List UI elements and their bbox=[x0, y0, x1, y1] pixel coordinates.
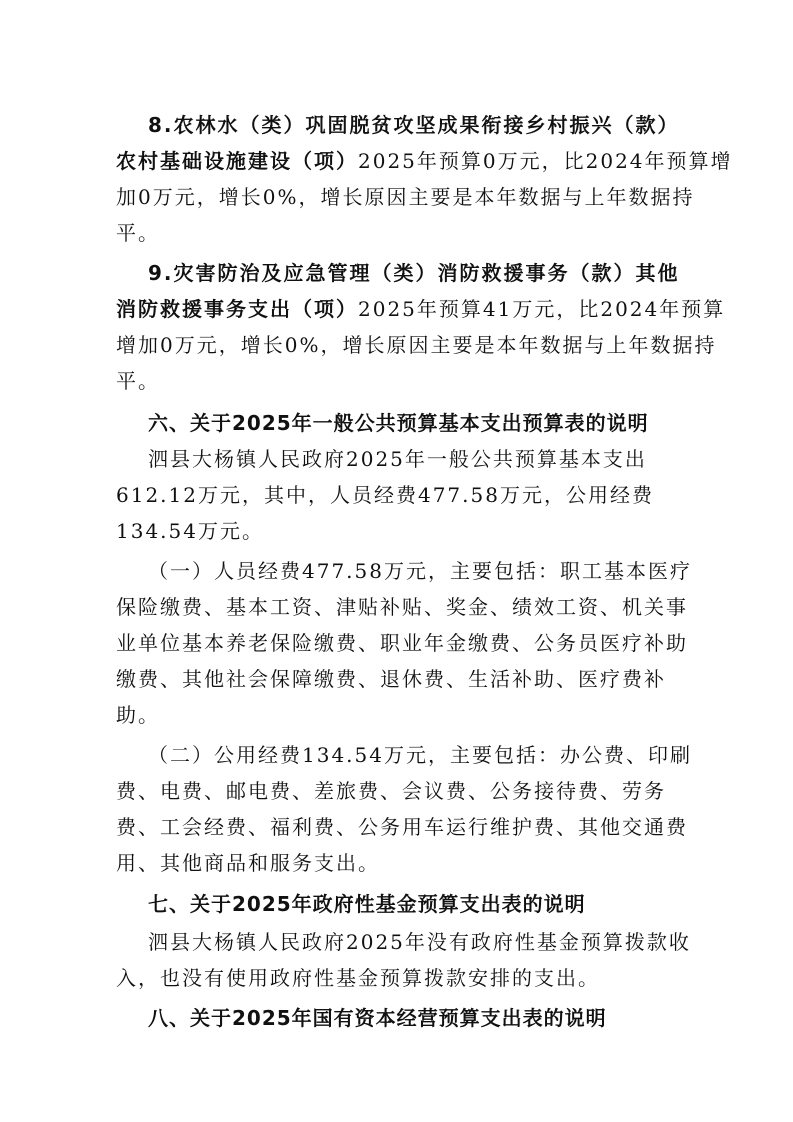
section8-heading: 八、关于2025年国有资本经营预算支出表的说明 bbox=[148, 1006, 607, 1030]
item9-line1: 9.灾害防治及应急管理（类）消防救援事务（款）其他 bbox=[148, 261, 680, 285]
item9-line3: 增加0万元，增长0%，增长原因主要是本年数据与上年数据持 bbox=[116, 333, 717, 357]
section6-p1-line1: 泗县大杨镇人民政府2025年一般公共预算基本支出 bbox=[148, 447, 647, 471]
section7-p1-line1: 泗县大杨镇人民政府2025年没有政府性基金预算拨款收 bbox=[148, 930, 691, 954]
section6-p3-line3: 费、工会经费、福利费、公务用车运行维护费、其他交通费 bbox=[116, 815, 688, 839]
item9-line2 bbox=[116, 291, 725, 327]
section6-heading: 六、关于2025年一般公共预算基本支出预算表的说明 bbox=[148, 411, 649, 435]
item8-line3: 加0万元，增长0%，增长原因主要是本年数据与上年数据持 bbox=[116, 185, 695, 209]
section6-p2-line4: 缴费、其他社会保障缴费、退休费、生活补助、医疗费补 bbox=[116, 667, 666, 691]
item8-line4: 平。 bbox=[116, 221, 160, 245]
section6-p3-line4: 用、其他商品和服务支出。 bbox=[116, 851, 380, 875]
section6-p1-line2: 612.12万元，其中，人员经费477.58万元，公用经费 bbox=[116, 483, 654, 507]
item8-line2 bbox=[116, 143, 733, 179]
item8-line2-rest: 2025年预算0万元，比2024年预算增 bbox=[358, 149, 733, 173]
item9-line2-rest: 2025年预算41万元，比2024年预算 bbox=[358, 297, 726, 321]
section6-p2-line3: 业单位基本养老保险缴费、职业年金缴费、公务员医疗补助 bbox=[116, 631, 688, 655]
section6-p2-line5: 助。 bbox=[116, 703, 160, 727]
section6-p2-line2: 保险缴费、基本工资、津贴补贴、奖金、绩效工资、机关事 bbox=[116, 595, 688, 619]
item9-line2-bold: 消防救援事务支出（项） bbox=[116, 297, 358, 321]
section7-p1-line2: 入，也没有使用政府性基金预算拨款安排的支出。 bbox=[116, 966, 600, 990]
section7-heading: 七、关于2025年政府性基金预算支出表的说明 bbox=[148, 892, 586, 916]
section6-p2-line1: （一）人员经费477.58万元，主要包括：职工基本医疗 bbox=[148, 559, 692, 583]
item8-line1: 8.农林水（类）巩固脱贫攻坚成果衔接乡村振兴（款） bbox=[148, 113, 680, 137]
section6-p1-line3: 134.54万元。 bbox=[116, 519, 264, 543]
section6-p3-line1: （二）公用经费134.54万元，主要包括：办公费、印刷 bbox=[148, 743, 692, 767]
item9-line4: 平。 bbox=[116, 369, 160, 393]
item8-line2-bold: 农村基础设施建设（项） bbox=[116, 149, 358, 173]
section6-p3-line2: 费、电费、邮电费、差旅费、会议费、公务接待费、劳务 bbox=[116, 779, 666, 803]
